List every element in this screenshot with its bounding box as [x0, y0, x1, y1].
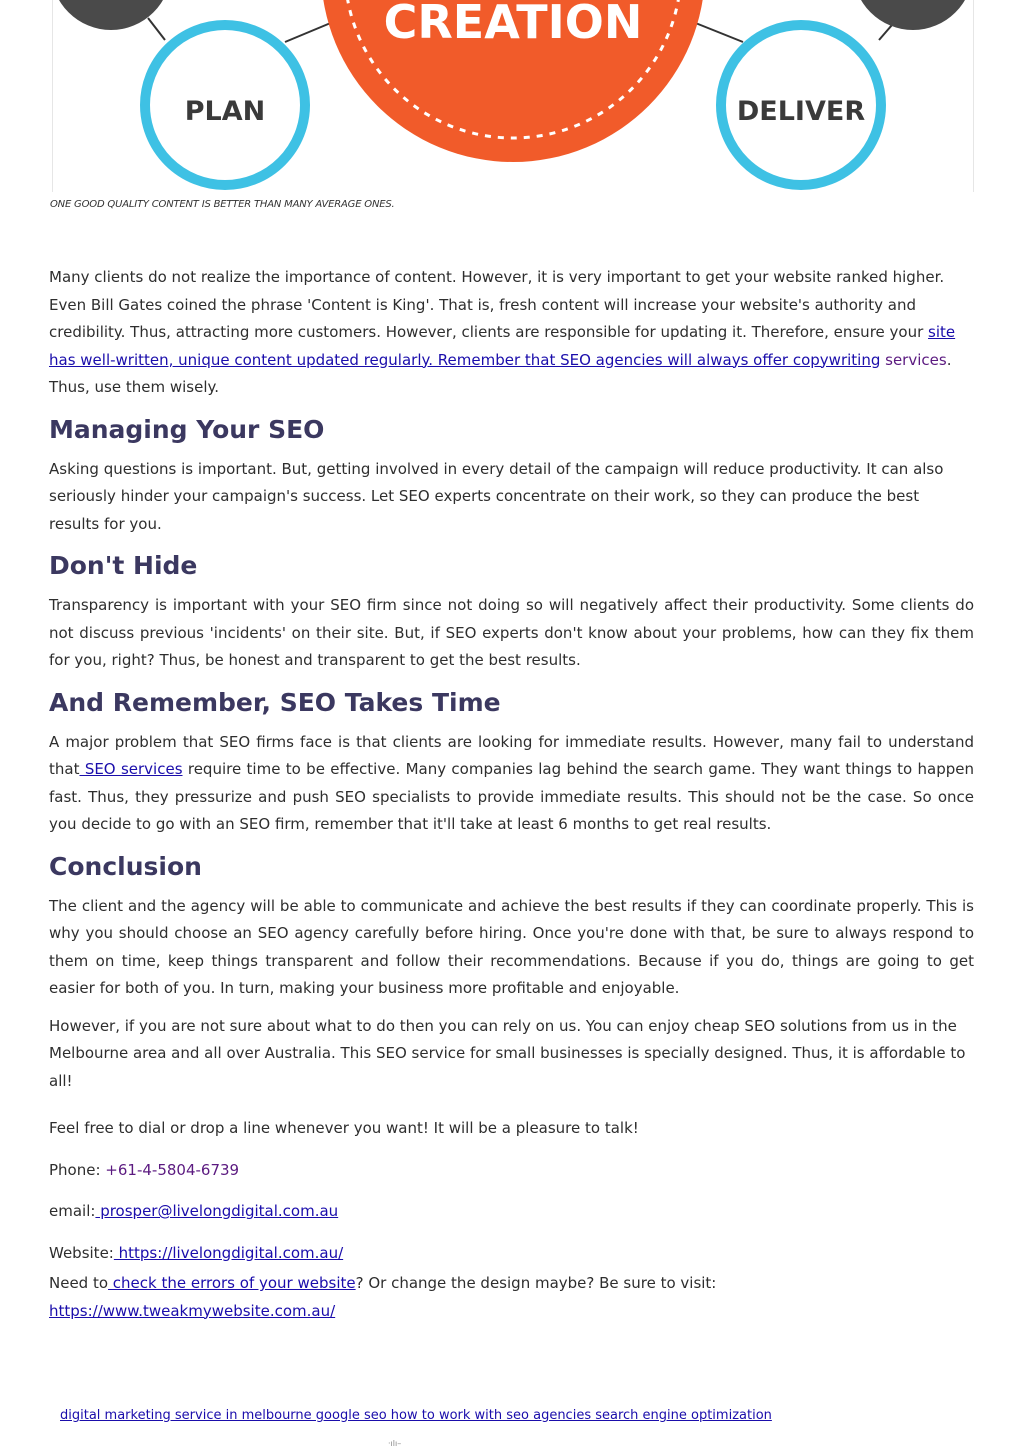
section-body-takes-time [49, 729, 974, 839]
tweakmywebsite-link[interactable]: https://www.tweakmywebsite.com.au/ [49, 1301, 336, 1320]
section-body-conclusion: The client and the agency will be able to communicate and achieve the best results if they can coordinate properly. This is why you should choose an SEO agency carefully before hiring. Once you're done with that, be sure to always respond to them on time, keep things transparent and follow their recommendations. Because if you do, things are going to get easier for both of you. In turn, making your business more profitable and enjoyable. [49, 896, 974, 997]
need-mid: ? Or change the design maybe? Be sure to visit: [355, 1274, 717, 1292]
copywriting-link[interactable]: site has well-written, unique content updated regularly. Remember that SEO agencies will always offer copywriting [49, 323, 956, 369]
connector-line [693, 22, 743, 42]
connector-line [148, 18, 165, 40]
gray-circle-right [853, 0, 973, 30]
intro-text: Many clients do not realize the importance of content. However, it is very important to get your website ranked higher. Even Bill Gates coined the phrase 'Content is King'. That is, fresh content will increase your website's authority and credibility. Thus, attracting more customers. However, clients are responsible for updating it. Therefore, ensure your [49, 268, 945, 341]
footer-tags-link[interactable]: digital marketing service in melbourne google seo how to work with seo agencies search engine optimization [60, 1408, 772, 1423]
article-body [49, 264, 974, 1325]
section-heading-takes-time: And Remember, SEO Takes Time [49, 687, 501, 717]
need-line [49, 1270, 974, 1325]
takes-time-before: A major problem that SEO firms face is that clients are looking for immediate results. However, many fail to understand that [49, 732, 974, 778]
deliver-label: DELIVER [736, 96, 866, 127]
figure-caption: ONE GOOD QUALITY CONTENT IS BETTER THAN MANY AVERAGE ONES. [50, 199, 395, 210]
phone-line [49, 1157, 974, 1185]
intro-tail: . Thus, use them wisely. [49, 350, 952, 396]
phone-label: Phone: [49, 1160, 106, 1179]
seo-services-link[interactable]: SEO services [79, 760, 183, 778]
footer-mark: ·ılı– [388, 1439, 402, 1448]
phone-number[interactable]: +61-4-5804-6739 [105, 1160, 240, 1179]
section-heading-dont-hide: Don't Hide [49, 551, 198, 580]
diagram-graphic [53, 0, 973, 192]
creation-label: CREATION [383, 0, 643, 49]
plan-label: PLAN [184, 96, 266, 127]
takes-time-after: require time to be effective. Many companies lag behind the search game. They want things to happen fast. Thus, they pressurize and push SEO specialists to provide immediate results. This should not be the case. So once you decide to go with an SEO firm, remember that it'll take at least 6 months to get real results. [49, 760, 975, 833]
section-body-dont-hide: Transparency is important with your SEO firm since not doing so will negatively affect their productivity. Some clients do not discuss previous 'incidents' on their site. But, if SEO experts don't know about your problems, how can they fix them for you, right? Thus, be honest and transparent to get the best results. [49, 596, 974, 669]
content-creation-diagram [52, 0, 974, 192]
website-link[interactable]: https://livelongdigital.com.au/ [113, 1243, 344, 1262]
check-errors-link[interactable]: check the errors of your website [108, 1274, 356, 1292]
section-body-conclusion-2: However, if you are not sure about what to do then you can rely on us. You can enjoy cheap SEO solutions from us in the Melbourne area and all over Australia. This SEO service for small businesses is specially designed. Thus, it is affordable to all! [49, 1016, 966, 1090]
services-word: services [880, 350, 947, 369]
email-line [49, 1198, 974, 1226]
website-label: Website: [49, 1243, 114, 1262]
email-label: email: [49, 1202, 96, 1220]
section-heading-conclusion: Conclusion [49, 851, 202, 881]
section-heading-managing: Managing Your SEO [49, 414, 325, 444]
website-line [49, 1240, 974, 1268]
email-link[interactable]: prosper@livelongdigital.com.au [95, 1202, 339, 1220]
contact-prompt: Feel free to dial or drop a line whenever you want! It will be a pleasure to talk! [49, 1119, 639, 1137]
connector-line [285, 22, 333, 42]
need-before: Need to [49, 1274, 109, 1292]
section-body-managing: Asking questions is important. But, getting involved in every detail of the campaign will reduce productivity. It can also seriously hinder your campaign's success. Let SEO experts concentrate on their work, so they can produce the best results for you. [49, 459, 944, 533]
intro-paragraph [49, 264, 974, 402]
